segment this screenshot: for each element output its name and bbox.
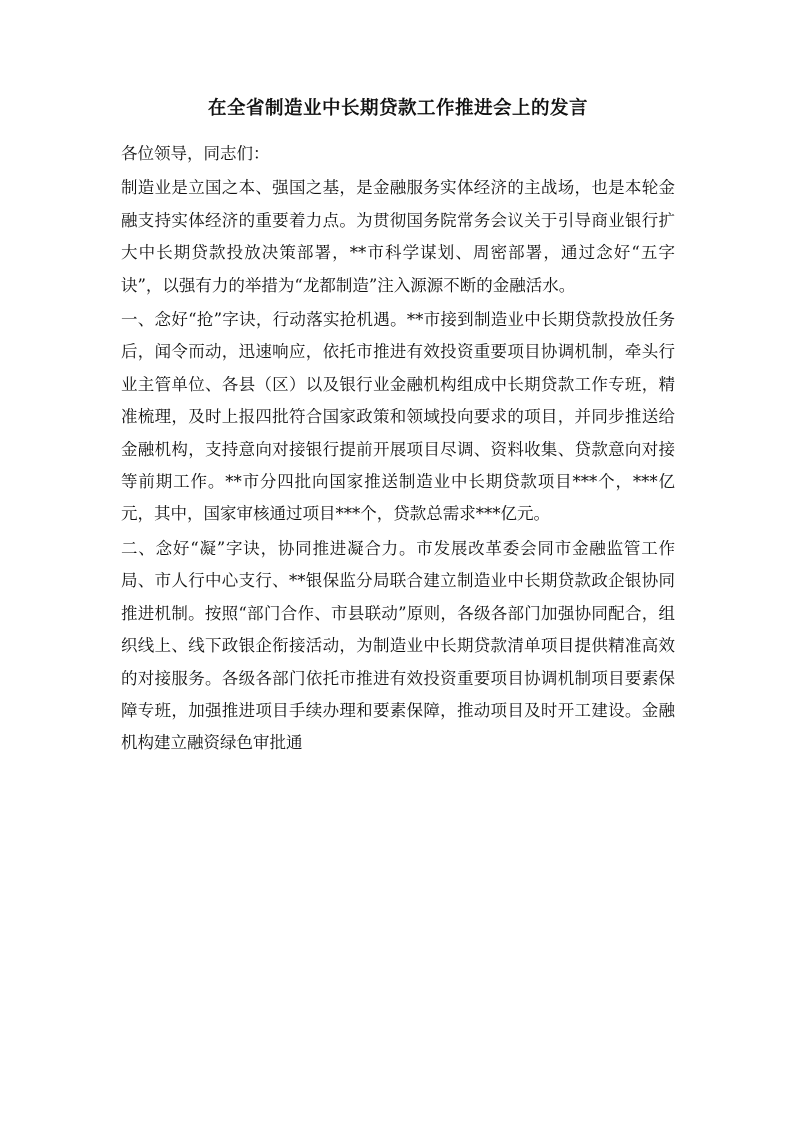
paragraph-section-2: 二、念好“凝”字诀，协同推进凝合力。市发展改革委会同市金融监管工作局、市人行中心支行、**银保监分局联合建立制造业中长期贷款政企银协同推进机制。按照“部门合作、市县联动”原则，各级各部门加强协同配合，组织线上、线下政银企衔接活动，为制造业中长期贷款清单项目提供精准高效的对接服务。各级各部门依托市推进有效投资重要项目协调机制项目要素保障专班，加强推进项目手续办理和要素保障，推动项目及时开工建设。金融机构建立融资绿色审批通 <box>121 538 675 753</box>
document-title: 在全省制造业中长期贷款工作推进会上的发言 <box>207 98 588 119</box>
paragraph-section-1: 一、念好“抢”字诀，行动落实抢机遇。**市接到制造业中长期贷款投放任务后，闻令而动，迅速响应，依托市推进有效投资重要项目协调机制，牵头行业主管单位、各县（区）以及银行业金融机构组成中长期贷款工作专班，精准梳理，及时上报四批符合国家政策和领域投向要求的项目，并同步推送给金融机构，支持意向对接银行提前开展项目尽调、资料收集、贷款意向对接等前期工作。**市分四批向国家推送制造业中长期贷款项目***个，***亿元，其中，国家审核通过项目***个，贷款总需求***亿元。 <box>121 310 675 524</box>
salutation: 各位领导，同志们： <box>121 144 270 163</box>
paragraph-intro: 制造业是立国之本、强国之基，是金融服务实体经济的主战场，也是本轮金融支持实体经济的重要着力点。为贯彻国务院常务会议关于引导商业银行扩大中长期贷款投放决策部署，**市科学谋划、周密部署，通过念好“五字诀”，以强有力的举措为“龙都制造”注入源源不断的金融活水。 <box>121 178 675 295</box>
